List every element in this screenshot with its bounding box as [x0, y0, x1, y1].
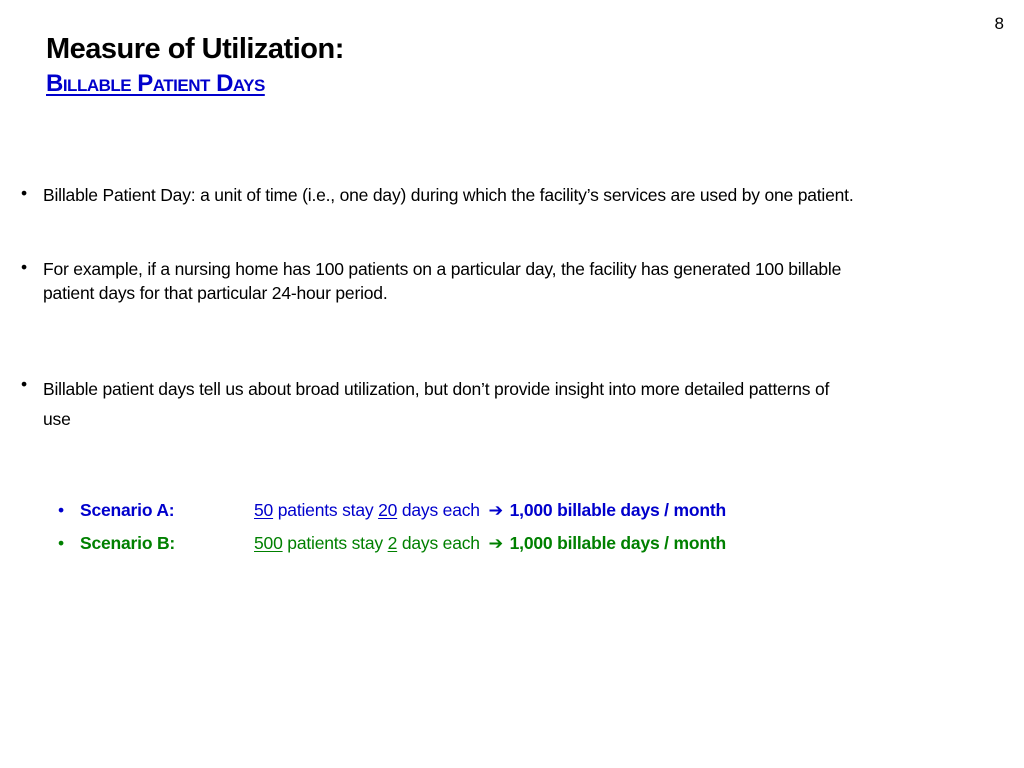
scenario-b: [56, 527, 726, 560]
bullet-icon: •: [21, 183, 27, 203]
slide-title: Measure of Utilization:: [46, 33, 344, 65]
bullet-icon: •: [21, 257, 27, 277]
days-text: days each: [401, 533, 480, 553]
scenario-a: [56, 494, 726, 527]
scenario-detail: [254, 533, 726, 554]
bullet-icon: •: [21, 374, 27, 394]
bullet-list: [18, 183, 858, 434]
patient-count: 500: [254, 533, 283, 553]
scenario-result: 1,000 billable days / month: [509, 500, 726, 520]
scenario-label: Scenario B:: [80, 533, 176, 553]
bullet-item: [18, 183, 858, 207]
slide-number: 8: [994, 14, 1004, 33]
days-text: days each: [401, 500, 480, 520]
title-block: [46, 32, 344, 99]
scenario-list: [56, 494, 726, 560]
day-count: 2: [387, 533, 398, 553]
bullet-icon: •: [58, 533, 64, 553]
slide-subtitle: Billable Patient Days: [46, 69, 265, 97]
bullet-item: [18, 374, 858, 434]
scenario-result: 1,000 billable days / month: [509, 533, 726, 553]
scenario-detail: [254, 500, 726, 521]
patients-text: patients stay: [277, 500, 374, 520]
day-count: 20: [378, 500, 398, 520]
bullet-item: [18, 257, 858, 305]
bullet-text: For example, if a nursing home has 100 patients on a particular day, the facility has generated 100 billable patient days for that particular 24-hour period.: [43, 259, 842, 303]
bullet-text: Billable patient days tell us about broad utilization, but don’t provide insight into more detailed patterns of use: [43, 379, 830, 429]
bullet-text: Billable Patient Day: a unit of time (i.e., one day) during which the facility’s services are used by one patient.: [43, 185, 854, 205]
arrow-right-icon: ➔: [488, 533, 503, 553]
patients-text: patients stay: [287, 533, 383, 553]
scenario-label: Scenario A:: [80, 500, 175, 520]
patient-count: 50: [254, 500, 274, 520]
arrow-right-icon: ➔: [488, 500, 503, 520]
bullet-icon: •: [58, 500, 64, 520]
